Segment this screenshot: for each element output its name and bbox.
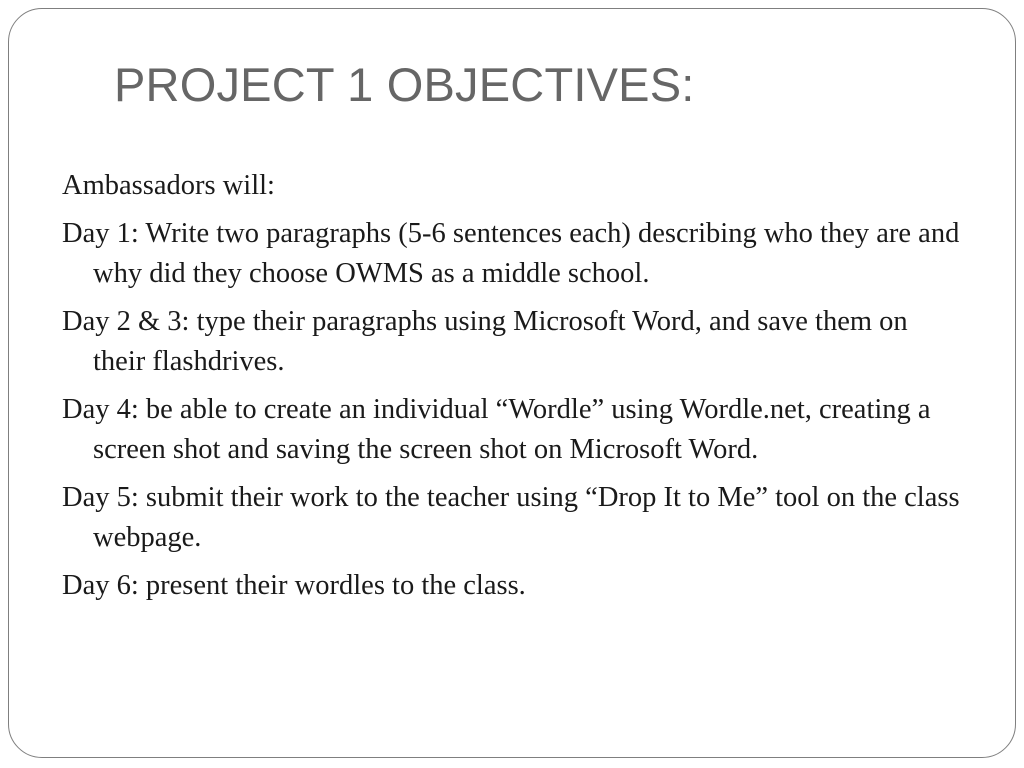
list-item-day-5: Day 5: submit their work to the teacher using “Drop It to Me” tool on the class webpage.	[62, 482, 960, 553]
slide-title: PROJECT 1 OBJECTIVES:	[114, 58, 695, 111]
objectives-list	[62, 166, 962, 614]
list-item-day-6: Day 6: present their wordles to the class.	[62, 570, 526, 601]
list-item-day-1: Day 1: Write two paragraphs (5-6 sentences each) describing who they are and why did they choose OWMS as a middle school.	[62, 218, 960, 289]
list-item-day-4: Day 4: be able to create an individual “Wordle” using Wordle.net, creating a screen shot and saving the screen shot on Microsoft Word.	[62, 394, 931, 465]
list-item-day-2-3: Day 2 & 3: type their paragraphs using Microsoft Word, and save them on their flashdrives.	[62, 306, 908, 377]
list-item-intro: Ambassadors will:	[62, 170, 275, 201]
